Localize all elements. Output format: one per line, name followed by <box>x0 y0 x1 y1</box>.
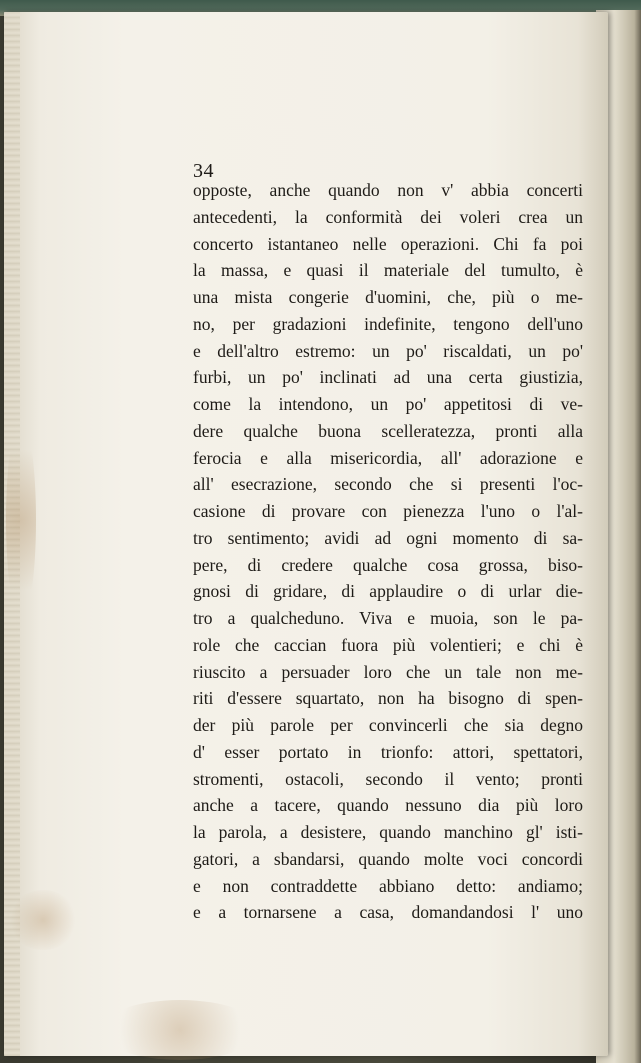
text-line: no, per gradazioni indefinite, tengono dell'uno <box>193 313 583 334</box>
text-line: come la intendono, un po' appetitosi di ve- <box>193 394 583 414</box>
text-line: gnosi di gridare, di applaudire o di urlar die- <box>193 581 583 602</box>
text-line: tro a qualcheduno. Viva e muoia, son le pa- <box>193 608 583 628</box>
text-line: der più parole per convincerli che sia degno <box>193 715 583 735</box>
text-line: all' esecrazione, secondo che si presenti l'oc- <box>193 474 583 495</box>
text-line: la massa, e quasi il materiale del tumulto, è <box>193 260 583 281</box>
foxing-stain <box>6 420 36 620</box>
text-line: stromenti, ostacoli, secondo il vento; pronti <box>193 768 583 789</box>
text-line: e dell'altro estremo: un po' riscaldati, un po' <box>193 340 583 361</box>
text-line: concerto istantaneo nelle operazioni. Chi fa poi <box>193 233 583 254</box>
text-line: la parola, a desistere, quando manchino gl' isti- <box>193 822 583 842</box>
text-line: d' esser portato in trionfo: attori, spettatori, <box>193 741 583 762</box>
foxing-stain <box>8 890 78 950</box>
text-line: riti d'essere squartato, non ha bisogno di spen- <box>193 688 583 709</box>
text-line: anche a tacere, quando nessuno dia più loro <box>193 795 583 816</box>
text-line: gatori, a sbandarsi, quando molte voci concordi <box>193 848 583 869</box>
text-line: opposte, anche quando non v' abbia concerti <box>193 180 583 200</box>
text-line: riuscito a persuader loro che un tale non me- <box>193 661 583 682</box>
text-line: una mista congerie d'uomini, che, più o me- <box>193 287 583 307</box>
text-line: e non contraddette abbiano detto: andiamo; <box>193 875 583 896</box>
text-line: ferocia e alla misericordia, all' adorazione e <box>193 447 583 468</box>
foxing-stain <box>100 1000 260 1060</box>
text-line: antecedenti, la conformità dei voleri crea un <box>193 206 583 227</box>
text-line: e a tornarsene a casa, domandandosi l' uno <box>193 902 583 923</box>
body-text <box>193 177 583 926</box>
page-number: 34 <box>193 160 214 182</box>
text-line: pere, di credere qualche cosa grossa, biso- <box>193 554 583 575</box>
text-line: furbi, un po' inclinati ad una certa giustizia, <box>193 367 583 388</box>
text-line: role che caccian fuora più volentieri; e chi è <box>193 634 583 655</box>
text-line: dere qualche buona scelleratezza, pronti alla <box>193 420 583 441</box>
text-line: tro sentimento; avidi ad ogni momento di sa- <box>193 527 583 548</box>
text-line: casione di provare con pienezza l'uno o l'al- <box>193 501 583 521</box>
